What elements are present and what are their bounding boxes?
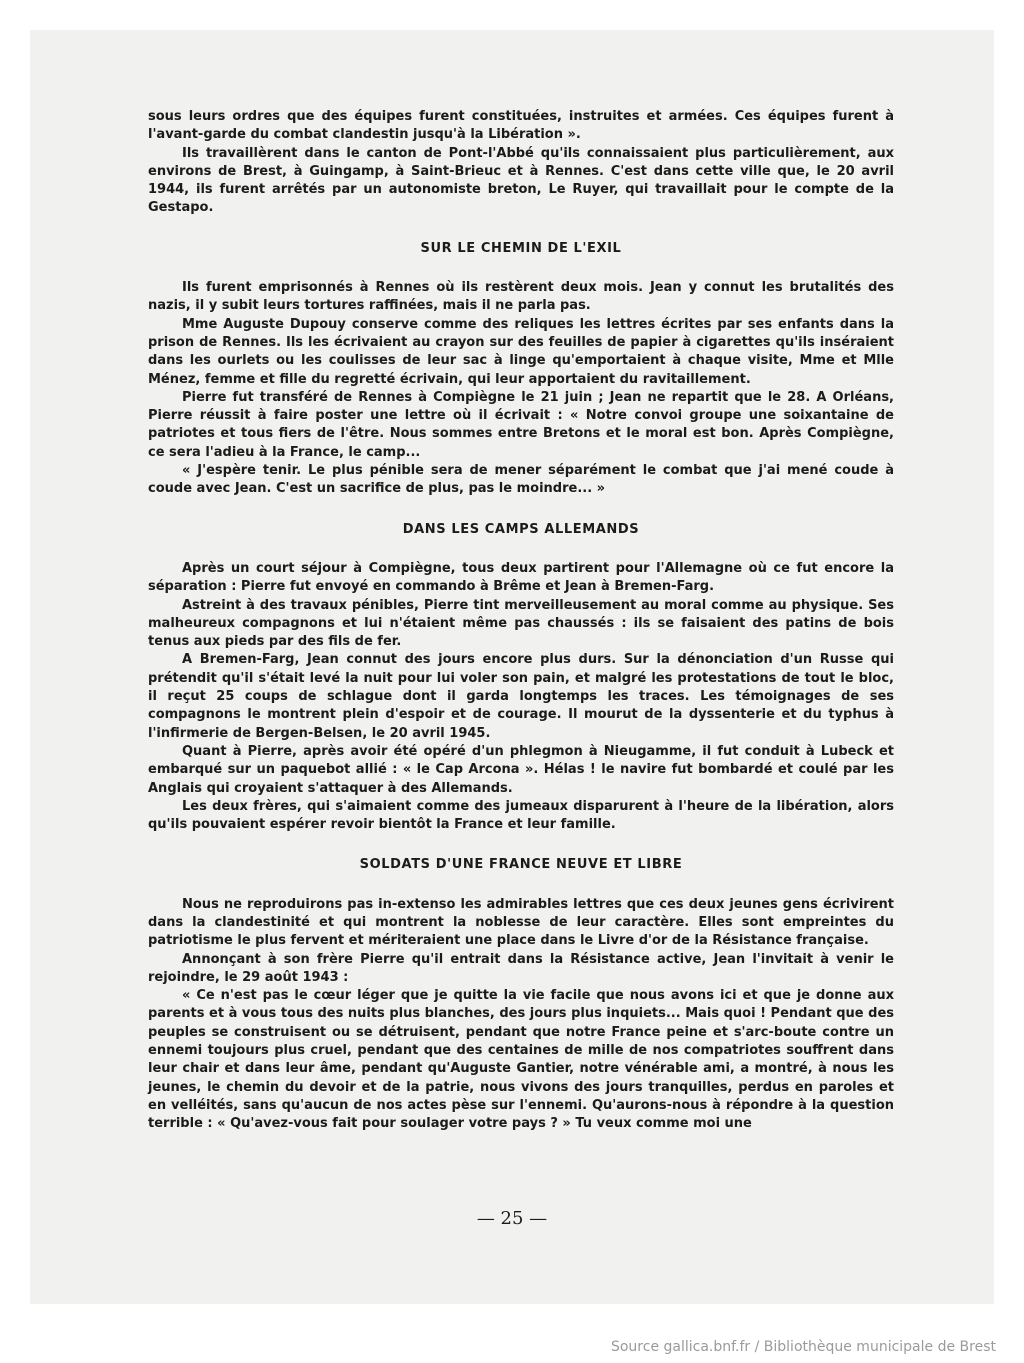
- paragraph-intro-1: sous leurs ordres que des équipes furent constituées, instruites et armées. Ces équipes furent à l'avant-garde du combat clandestin jusqu'à la Libération ».: [148, 109, 894, 143]
- paragraph-exil-1: Ils furent emprisonnés à Rennes où ils restèrent deux mois. Jean y connut les brutalités des nazis, il y subit leurs tortures raffinées, mais il ne parla pas.: [148, 280, 894, 314]
- paragraph-exil-2: Mme Auguste Dupouy conserve comme des reliques les lettres écrites par ses enfants dans la prison de Rennes. Ils les écrivaient au crayon sur des feuilles de papier à cigarettes qu'ils inséraient dans les ourlets ou les coulisses de leur sac à linge qu'emportaient à chaque visite, Mme et Mlle Ménez, femme et fille du regretté écrivain, qui leur apportaient du ravitaillement.: [148, 316, 894, 387]
- paragraph-exil-3: Pierre fut transféré de Rennes à Compiègne le 21 juin ; Jean ne repartit que le 28. A Orléans, Pierre réussit à faire poster une lettre où il écrivait : « Notre convoi groupe une soixantaine de patriotes et tous fiers de l'être. Nous sommes entre Bretons et le moral est bon. Après Compiègne, ce sera l'adieu à la France, le camp...: [148, 389, 894, 460]
- paragraph-soldats-2: Annonçant à son frère Pierre qu'il entrait dans la Résistance active, Jean l'invitait à venir le rejoindre, le 29 août 1943 :: [148, 951, 894, 985]
- paragraph-exil-4: « J'espère tenir. Le plus pénible sera de mener séparément le combat que j'ai mené coude à coude avec Jean. C'est un sacrifice de plus, pas le moindre... »: [148, 463, 894, 497]
- paragraph-soldats-1: Nous ne reproduirons pas in-extenso les admirables lettres que ces deux jeunes gens écrivirent dans la clandestinité et qui montrent la noblesse de leur caractère. Elles sont empreintes du patriotisme le plus fervent et mériteraient une place dans le Livre d'or de la Résistance française.: [148, 896, 894, 949]
- heading-exil: SUR LE CHEMIN DE L'EXIL: [420, 240, 622, 256]
- heading-soldats: SOLDATS D'UNE FRANCE NEUVE ET LIBRE: [359, 857, 683, 873]
- paragraph-camps-4: Quant à Pierre, après avoir été opéré d'un phlegmon à Nieugamme, il fut conduit à Lubeck et embarqué sur un paquebot allié : « le Cap Arcona ». Hélas ! le navire fut bombardé et coulé par les Anglais qui croyaient s'attaquer à des Allemands.: [148, 743, 894, 796]
- heading-camps: DANS LES CAMPS ALLEMANDS: [402, 521, 640, 537]
- paragraph-camps-3: A Bremen-Farg, Jean connut des jours encore plus durs. Sur la dénonciation d'un Russe qui prétendit qu'il s'était levé la nuit pour lui voler son pain, et malgré les protestations de tout le bloc, il reçut 25 coups de schlague dont il garda longtemps les traces. Les témoignages de ses compagnons le montrent plein d'espoir et de courage. Il mourut de la dyssenterie et du typhus à l'infirmerie de Bergen-Belsen, le 20 avril 1945.: [148, 652, 894, 741]
- page-number: — 25 —: [476, 1208, 548, 1229]
- paragraph-camps-1: Après un court séjour à Compiègne, tous deux partirent pour l'Allemagne où ce fut encore la séparation : Pierre fut envoyé en commando à Brême et Jean à Bremen-Farg.: [148, 560, 894, 595]
- paragraph-intro-2: Ils travaillèrent dans le canton de Pont-l'Abbé qu'ils connaissaient plus particulièrement, aux environs de Brest, à Guingamp, à Saint-Brieuc et à Rennes. C'est dans cette ville que, le 20 avril 1944, ils furent arrêtés par un autonomiste breton, Le Ruyer, qui travaillait pour le compte de la Gestapo.: [148, 145, 894, 216]
- paragraph-camps-2: Astreint à des travaux pénibles, Pierre tint merveilleusement au moral comme au physique. Ses malheureux compagnons et lui n'étaient même pas chaussés : ils se faisaient des patins de bois tenus aux pieds par des fils de fer.: [148, 597, 894, 650]
- paragraph-soldats-3: « Ce n'est pas le cœur léger que je quitte la vie facile que nous avons ici et que je donne aux parents et à vous tous des nuits plus blanches, des jours plus inquiets... Mais quoi ! Pendant que des peuples se construisent ou se détruisent, pendant que notre France peine et s'arc-boute contre un ennemi toujours plus cruel, pendant que des centaines de mille de nos compatriotes souffrent dans leur chair et dans leur âme, pendant qu'Auguste Gantier, notre vénérable ami, a montré, à nous les jeunes, le chemin du devoir et de la patrie, nous vivons des jours tranquilles, perdus en paroles et en velléités, sans qu'aucun de nos actes pèse sur l'ennemi. Qu'aurons-nous à répondre à la question terrible : « Qu'avez-vous fait pour soulager votre pays ? » Tu veux comme moi une: [148, 988, 894, 1132]
- paragraph-camps-5: Les deux frères, qui s'aimaient comme des jumeaux disparurent à l'heure de la libération, alors qu'ils pouvaient espérer revoir bientôt la France et leur famille.: [148, 798, 894, 833]
- source-credit: Source gallica.bnf.fr / Bibliothèque municipale de Brest: [610, 1339, 996, 1355]
- page-body: [148, 108, 894, 1134]
